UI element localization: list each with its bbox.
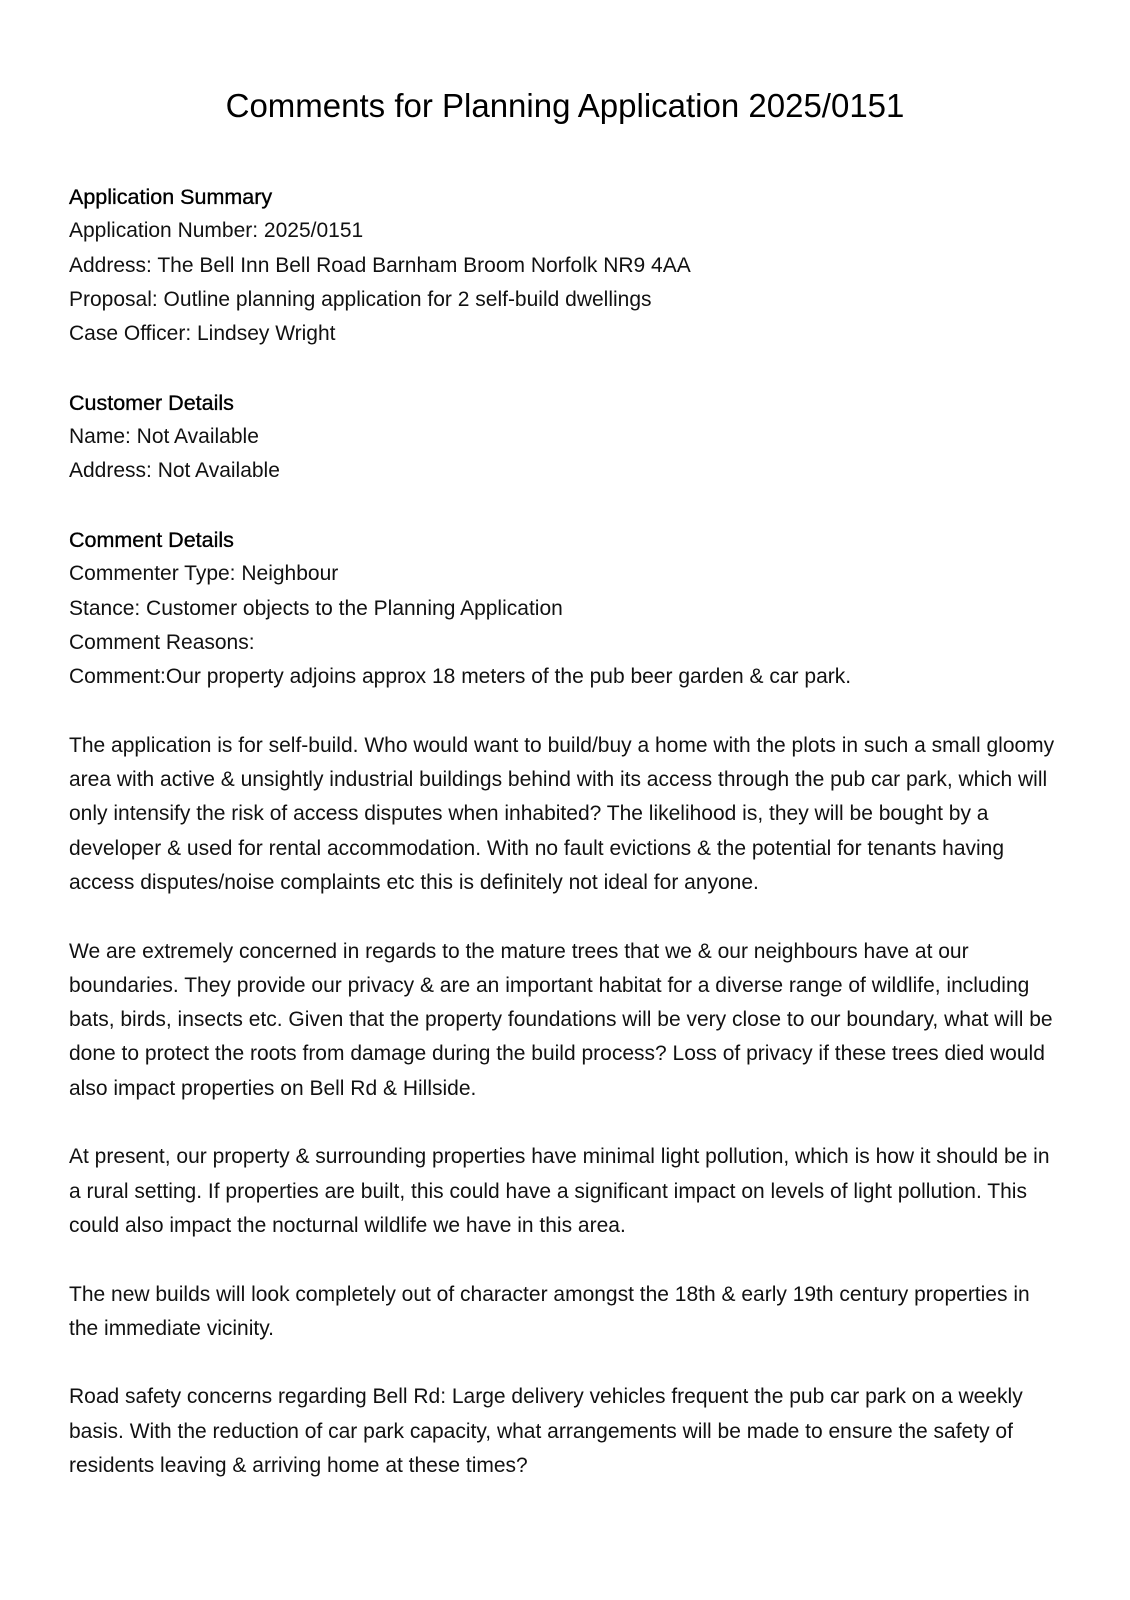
comment-paragraph: The new builds will look completely out of character amongst the 18th & early 19th century properties in the immediate vicinity.	[69, 1282, 1030, 1340]
application-summary-section	[69, 180, 1069, 351]
comment-text	[69, 729, 1069, 1484]
comment-paragraph: We are extremely concerned in regards to the mature trees that we & our neighbours have at our boundaries. They provide our privacy & are an important habitat for a diverse range of wildlife, including bats, birds, insects etc. Given that the property foundations will be very close to our boundary, what will be done to protect the roots from damage during the build process? Loss of privacy if these trees died would also impact properties on Bell Rd & Hillside.	[69, 939, 1053, 1100]
comment-details-section	[69, 523, 1069, 694]
comment-intro: Comment:Our property adjoins approx 18 meters of the pub beer garden & car park.	[69, 665, 852, 689]
comment-paragraph: The application is for self-build. Who would want to build/buy a home with the plots in such a small gloomy area with active & unsightly industrial buildings behind with its access through the pub car park, which will only intensify the risk of access disputes when inhabited? The likelihood is, they will be bought by a developer & used for rental accommodation. With no fault evictions & the potential for tenants having access disputes/noise complaints etc this is definitely not ideal for anyone.	[69, 733, 1055, 894]
document-body	[69, 180, 1069, 1483]
page-title: Comments for Planning Application 2025/0151	[225, 87, 905, 124]
application-number: Application Number: 2025/0151	[69, 219, 364, 243]
application-address: Address: The Bell Inn Bell Road Barnham Broom Norfolk NR9 4AA	[69, 253, 691, 277]
comment-reasons: Comment Reasons:	[69, 630, 255, 654]
customer-details-section	[69, 386, 1069, 489]
comment-paragraph: Road safety concerns regarding Bell Rd: Large delivery vehicles frequent the pub car park on a weekly basis. With the reduction of car park capacity, what arrangements will be made to ensure the safety of residents leaving & arriving home at these times?	[69, 1385, 1023, 1477]
commenter-type: Commenter Type: Neighbour	[69, 562, 339, 586]
case-officer: Case Officer: Lindsey Wright	[69, 322, 336, 346]
customer-address: Address: Not Available	[69, 459, 280, 483]
application-proposal: Proposal: Outline planning application for 2 self-build dwellings	[69, 287, 652, 311]
application-summary-heading: Application Summary	[69, 185, 273, 209]
comment-details-heading: Comment Details	[69, 527, 234, 552]
comment-paragraph: At present, our property & surrounding properties have minimal light pollution, which is how it should be in a rural setting. If properties are built, this could have a significant impact on levels of light pollution. This could also impact the nocturnal wildlife we have in this area.	[69, 1145, 1050, 1237]
customer-name: Name: Not Available	[69, 425, 259, 449]
customer-details-heading: Customer Details	[69, 390, 234, 415]
stance: Stance: Customer objects to the Planning Application	[69, 596, 563, 620]
